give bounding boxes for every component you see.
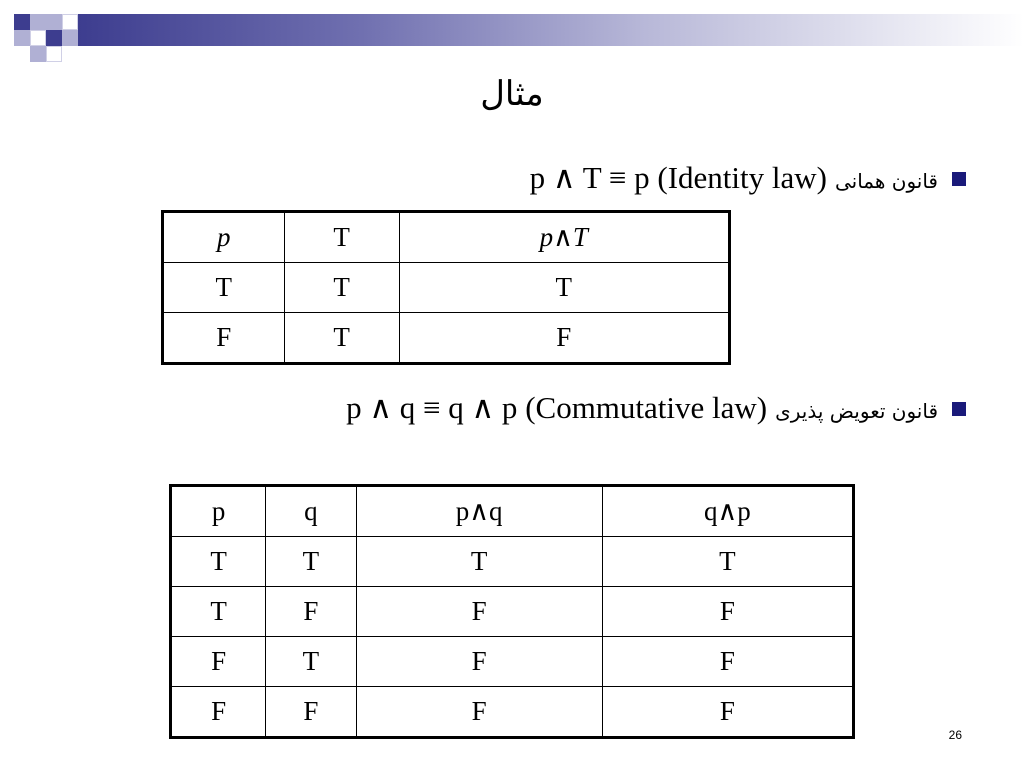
table-cell: F: [602, 637, 853, 687]
table-header-cell: p∧T: [399, 212, 729, 263]
table-row: [171, 637, 854, 687]
commutative-law-formula: p ∧ q ≡ q ∧ p (Commutative law): [346, 390, 768, 425]
table-cell: T: [284, 263, 399, 313]
table-header-row: [163, 212, 730, 263]
slide-title: مثال: [480, 74, 544, 114]
table-cell: T: [171, 587, 266, 637]
table-row: [171, 587, 854, 637]
table-cell: F: [266, 687, 356, 738]
square-bullet-icon: [952, 402, 966, 416]
table-header-cell: q: [266, 486, 356, 537]
table-row: [163, 263, 730, 313]
table-header-row: [171, 486, 854, 537]
slide-number: 26: [948, 728, 962, 742]
table-cell: T: [266, 637, 356, 687]
table-cell: T: [266, 537, 356, 587]
table-cell: F: [171, 637, 266, 687]
table-cell: F: [356, 587, 602, 637]
table-header-cell: p∧q: [356, 486, 602, 537]
table-header-cell: q∧p: [602, 486, 853, 537]
table-cell: T: [602, 537, 853, 587]
table-header-cell: p: [171, 486, 266, 537]
commutative-law-bullet: [346, 390, 966, 426]
identity-law-formula: p ∧ T ≡ p (Identity law): [529, 160, 827, 195]
commutative-law-label: قانون تعویض پذیری: [775, 399, 938, 423]
table-header-cell: T: [284, 212, 399, 263]
table-cell: F: [602, 587, 853, 637]
table-cell: F: [171, 687, 266, 738]
square-bullet-icon: [952, 172, 966, 186]
table-cell: F: [356, 687, 602, 738]
table-cell: T: [356, 537, 602, 587]
identity-law-bullet: [530, 160, 966, 196]
table-header-cell: p: [163, 212, 285, 263]
table-cell: F: [163, 313, 285, 364]
table-row: [171, 537, 854, 587]
table-row: [171, 687, 854, 738]
identity-truth-table: [161, 210, 731, 365]
commutative-truth-table: [169, 484, 855, 739]
table-cell: T: [171, 537, 266, 587]
table-cell: F: [266, 587, 356, 637]
table-cell: F: [602, 687, 853, 738]
table-cell: F: [356, 637, 602, 687]
identity-law-label: قانون همانی: [834, 169, 938, 193]
table-row: [163, 313, 730, 364]
table-cell: T: [163, 263, 285, 313]
table-cell: F: [399, 313, 729, 364]
table-cell: T: [399, 263, 729, 313]
table-cell: T: [284, 313, 399, 364]
header-gradient-band: [78, 14, 1024, 46]
